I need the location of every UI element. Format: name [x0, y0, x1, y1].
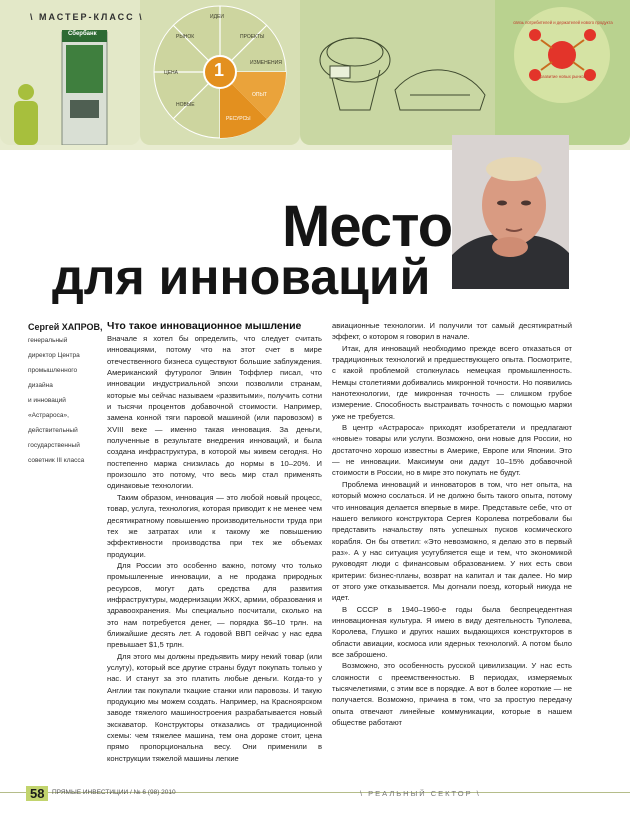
- wheel-segment-label: РЕСУРСЫ: [226, 116, 251, 122]
- paragraph: Для России это особенно важно, потому что только промышленные инновации, а не продажа природных ресурсов, могут дать средства для развития инфраструктуры, модернизации ЖКХ, армии, образования и здравоохранения. Мы специально посчитали, сколько на это нам потребуется денег, — порядка $6–10 трлн. на ближайшие десять лет. А годовой ВВП сейчас у нас едва превышает $1,5 трлн.: [107, 560, 322, 650]
- diagram-top-caption: связь потребителей и держателей нового продукта: [513, 20, 613, 25]
- author-title-line: дизайна: [28, 382, 53, 389]
- author-title-line: «Астрароса»,: [28, 412, 69, 419]
- wheel-segment-label: ПРОЕКТЫ: [240, 34, 265, 40]
- wheel-segment-label: ИЗМЕНЕНИЯ: [250, 60, 282, 66]
- paragraph: Проблема инноваций и инноваторов в том, что нет опыта, на который можно сослаться. И не должно быть такого опыта, потому что инновация делается впервые в мире. Представьте себе, что от нашего великого конструктора Сергея Королева потребовали бы представить начальству пять успешных пусков космического корабля. Он бы ответил: «Это невозможно, я делаю это в первый раз». А у нас ситуация усугубляется еще и тем, что экономикой руководят люди с финансовым образованием. У них есть свои критерии: бизнес-планы, возврат на капитал и так далее. Но мир от этого уже отказывается. Мы догнали поезд, который никуда не идет.: [332, 479, 572, 603]
- paragraph: Для этого мы должны предъявить миру некий товар (или услугу), который все другие страны будут покупать только у нас. И станут за это платить любые деньги. Когда-то у Англии так покупали ткацкие станки или паровозы. И такую продукцию мы можем создать. Например, на Красноярском заводе тяжелого машиностроения разрабатывается новый экскаватор. Конструкторы отказались от традиционной схемы: чем тяжелее машина, тем она дороже стоит, цена прямо пропорциональна весу. Они применили в конструкции тяжелой машины легкие: [107, 651, 322, 763]
- wheel-segment-label: ИДЕИ: [210, 14, 224, 20]
- author-title-line: промышленного: [28, 367, 78, 374]
- kiosk-brand: Сбербанк: [68, 31, 97, 37]
- diagram-panel: [495, 0, 630, 145]
- sketch-panel: [300, 0, 495, 145]
- section-heading: Что такое инновационное мышление: [107, 320, 302, 332]
- author-title-line: действительный: [28, 427, 78, 434]
- design-sketch: [300, 0, 495, 145]
- paragraph: Возможно, это особенность русской цивилизации. У нас есть сложности с преемственностью. В периодах, измеряемых тысячелетиями, с этим все в порядке. А вот в более короткие — не получается. Возможно, причина в том, что за простую передачу опыта отвечают линейные коммуникации, которые в нашем обществе работают: [332, 661, 572, 728]
- wheel-segment-label: РЫНОК: [176, 34, 195, 40]
- paragraph: Таким образом, инновация — это любой новый процесс, товар, услуга, технология, которая приводит к не менее чем десятикратному повышению производительности труда при тех же затратах или к такому же повышению эффективности производства при тех же объемах продукции.: [107, 492, 322, 559]
- author-photo: [452, 135, 569, 289]
- page-number: 58: [26, 786, 48, 801]
- paragraph: Вначале я хотел бы определить, что следует считать инновациями, потому что на этот счет в мире отечественного бизнеса существуют большие заблуждения. Американский футуролог Элвин Тоффлер писал, что инновации индустриальной эпохи позволили странам, которые мы сейчас называем «развитыми», получить сотни и тысячи процентов добавочной стоимости. Например, замена конной тяги паровой машиной (или паровозом) в XVIII веке — именно такая инновация. За деньги, полученные в результате внедрения инноваций, и была создана инфраструктура, в которой мы живем сегодня. Но постепенно маржа снизилась до нормы в 10–20%. И произошло это потому, что весь мир стал применять одинаковые технологии.: [107, 334, 322, 491]
- portrait-illustration: [452, 135, 569, 289]
- person-silhouette: [14, 84, 38, 145]
- author-title-line: генеральный: [28, 337, 68, 344]
- page-title-line-2: для инноваций: [52, 249, 431, 305]
- author-title-line: советник III класса: [28, 457, 85, 464]
- wheel-center-number: 1: [214, 60, 225, 80]
- author-name: Сергей ХАПРОВ,: [28, 322, 103, 332]
- wheel-panel: [140, 0, 300, 145]
- wheel-segment-label: ЦЕНА: [164, 70, 178, 76]
- wheel-segment-label: ОПЫТ: [252, 92, 267, 98]
- paragraph: Итак, для инноваций необходимо прежде всего отказаться от традиционных технологий и предшествующего опыта. Посмотрите, с какой проблемой столкнулась немецкая промышленность. Немцы столетиями добивались микронной точности. Но появились нанотехнологии, где микронная точность — слишком грубое измерение. Способность выстраивать точность с помощью маржи уже не требуется.: [332, 343, 572, 421]
- paragraph: В центр «Астрароса» приходят изобретатели и предлагают «новые» товары или услуги. Возможно, они новые для России, но достаточно хорошо известны в Америке, Европе или Японии. Это — не инновации. Максимум они дадут 10–15% добавочной стоимости в России, но в мире это покупать не будут.: [332, 423, 572, 478]
- article-column-2: [332, 320, 572, 728]
- diagram-bottom-caption: развитие новых рынков: [539, 74, 587, 79]
- wheel-segment-label: НОВЫЕ: [176, 102, 195, 108]
- author-title-line: государственный: [28, 442, 80, 449]
- article-column-1: [107, 333, 322, 764]
- page-title-line-1: Место: [282, 194, 453, 259]
- header-illustration: [0, 0, 630, 150]
- section-label: \ МАСТЕР-КЛАСС \: [30, 12, 144, 22]
- footer-section-label: \ РЕАЛЬНЫЙ СЕКТОР \: [360, 789, 481, 798]
- paragraph: авиационные технологии. И получили тот самый десятикратный эффект, о котором я говорил в начале.: [332, 321, 572, 342]
- author-title-line: и инноваций: [28, 397, 66, 404]
- paragraph: В СССР в 1940–1960-е годы была беспрецедентная инновационная культура. Я имею в виду деятельность Туполева, Королева, Глушко и других наших выдающихся конструкторов в области авиации, космоса или ядерных технологий. А потом было все заброшено.: [332, 604, 572, 659]
- author-title-line: директор Центра: [28, 352, 80, 359]
- magazine-issue: ПРЯМЫЕ ИНВЕСТИЦИИ / № 6 (98) 2010: [52, 789, 176, 796]
